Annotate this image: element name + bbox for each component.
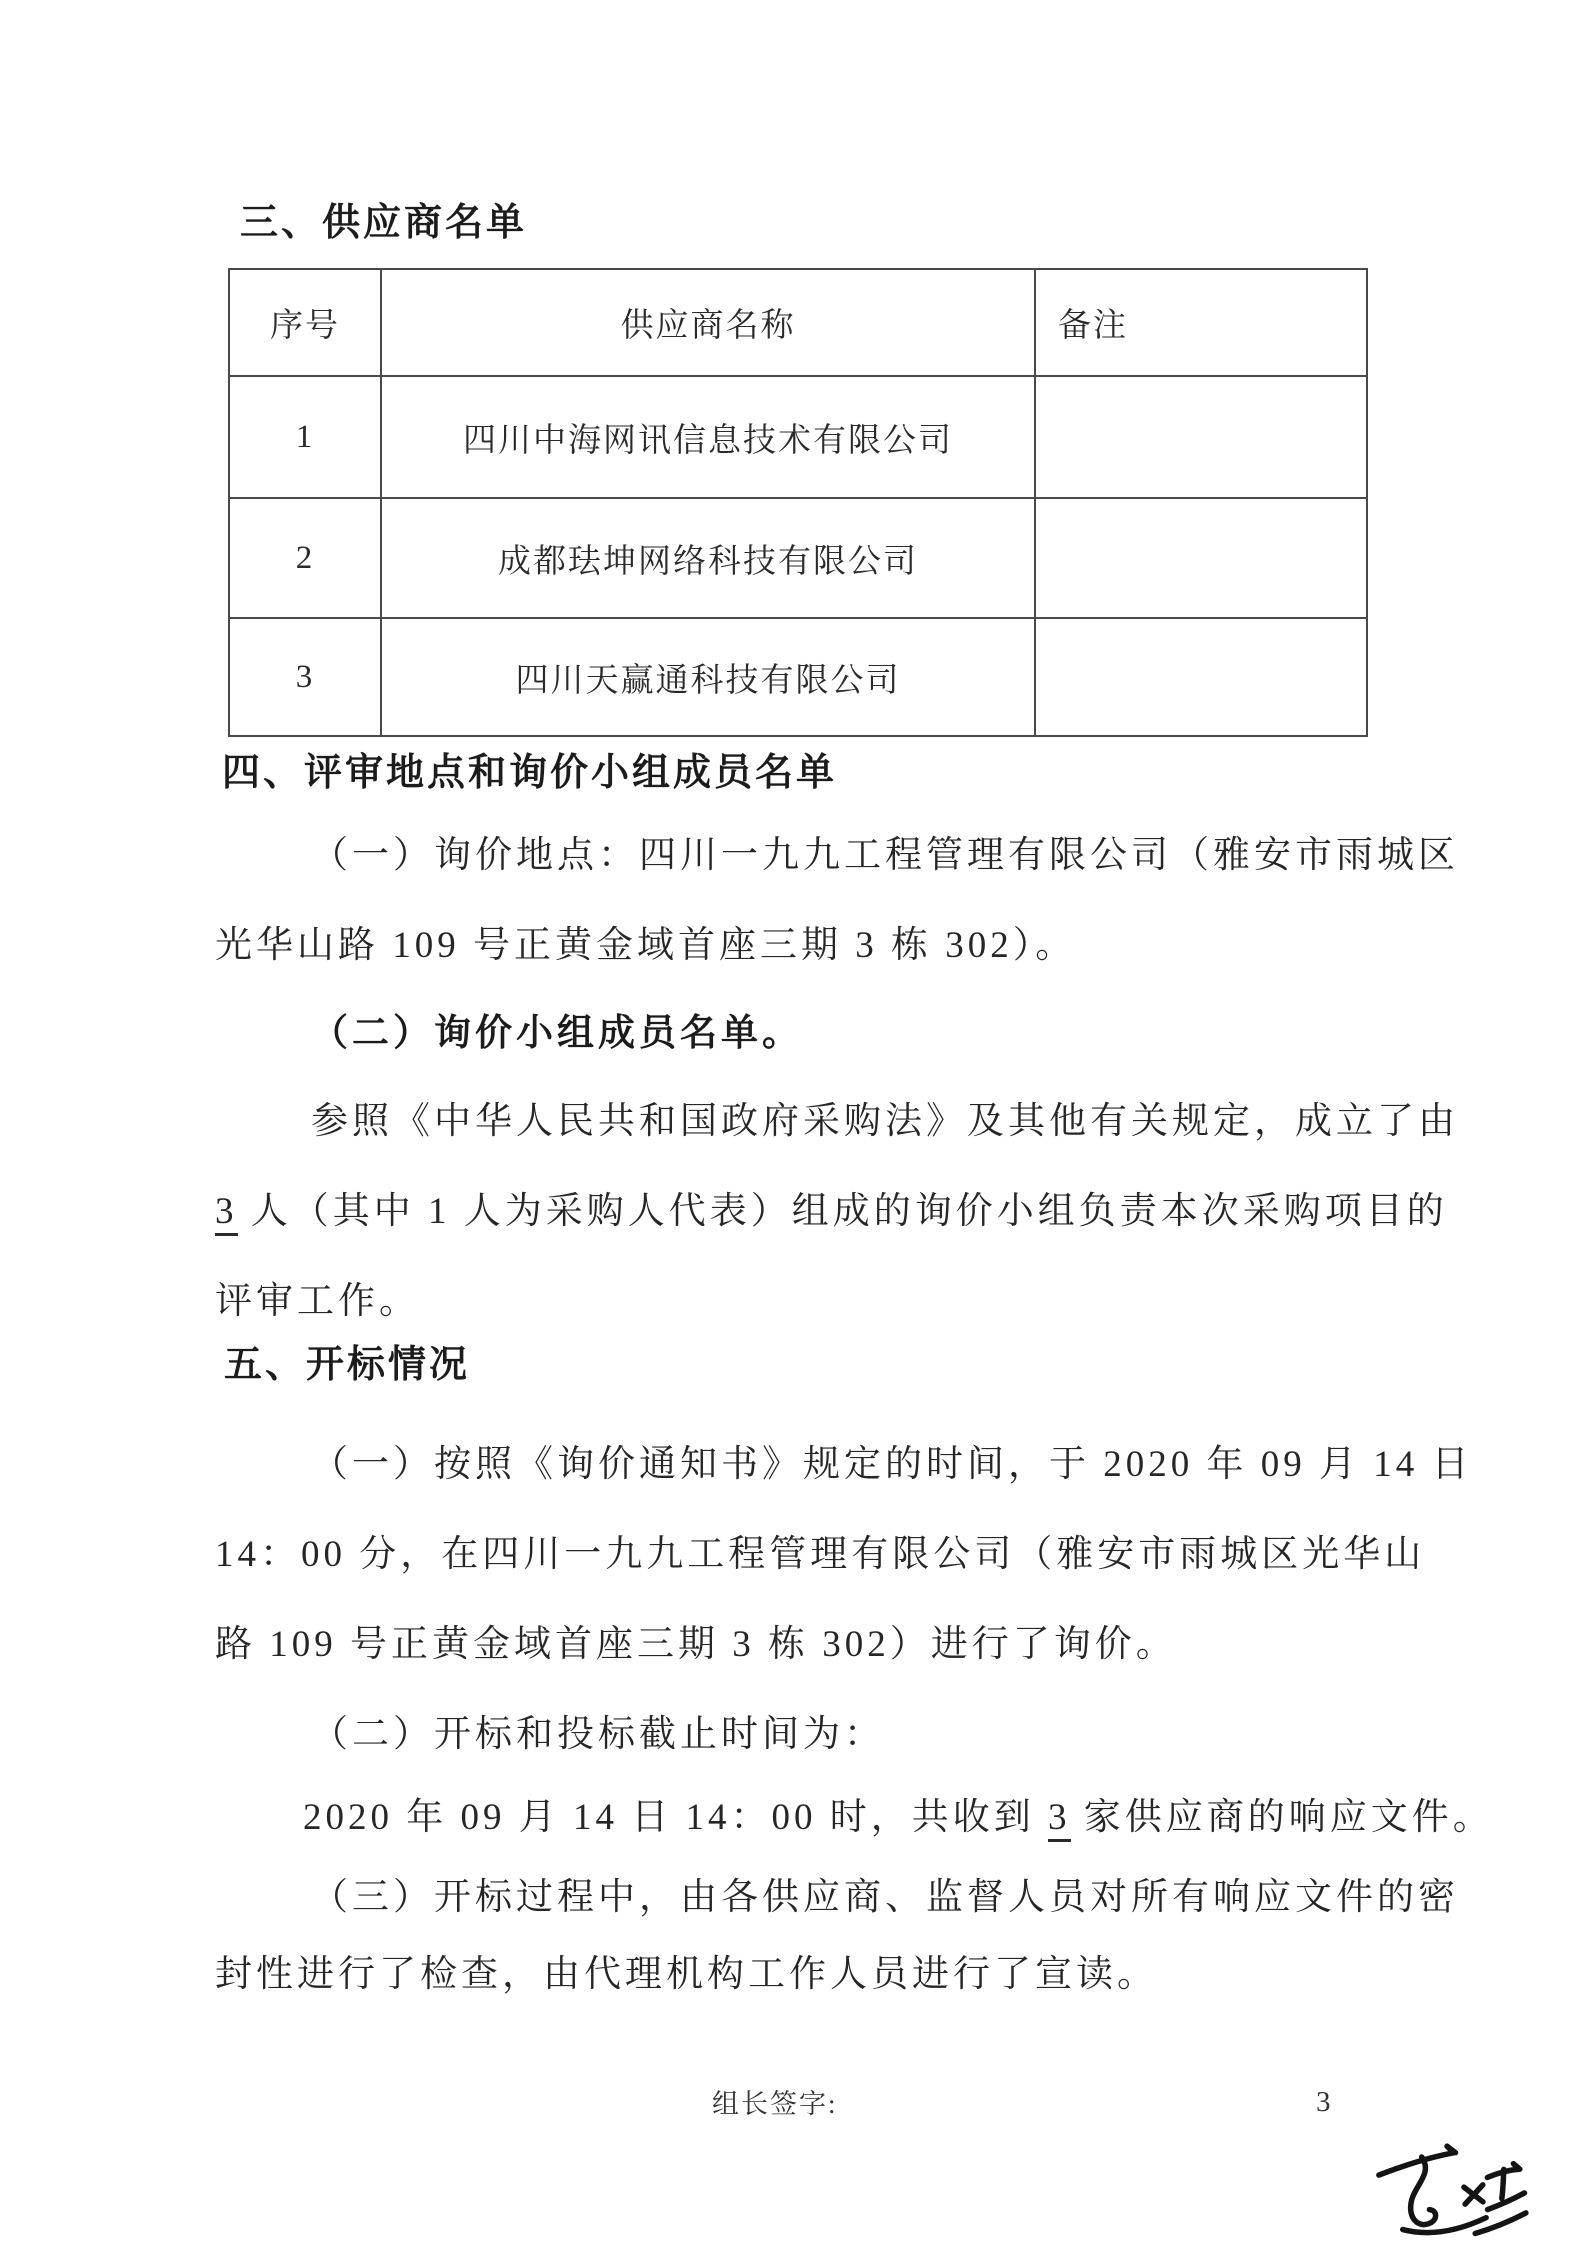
signature-icon	[1369, 2131, 1536, 2242]
opening-time-line1: （一）按照《询价通知书》规定的时间，于 2020 年 09 月 14 日	[311, 1444, 1473, 1485]
footer-label: 组长签字:	[712, 2089, 838, 2119]
header-cell-no: 序号	[229, 269, 381, 376]
section4-sub2-heading: （二）询价小组成员名单。	[311, 1012, 803, 1053]
members-count-underlined: 3	[215, 1191, 238, 1236]
table-row	[229, 498, 1367, 618]
cell-no: 3	[229, 618, 381, 736]
panel-composition-line1: 参照《中华人民共和国政府采购法》及其他有关规定，成立了由	[311, 1101, 1459, 1142]
received-files-line	[215, 1795, 1494, 1841]
cell-name: 四川天赢通科技有限公司	[381, 618, 1035, 736]
cell-no: 1	[229, 376, 381, 498]
cell-no: 2	[229, 498, 381, 618]
table-header-row	[229, 269, 1367, 376]
received-count-underlined: 3	[1048, 1797, 1071, 1842]
section4-heading: 四、评审地点和询价小组成员名单	[222, 752, 838, 794]
table-row	[229, 618, 1367, 736]
inquiry-location-line1: （一）询价地点：四川一九九工程管理有限公司（雅安市雨城区	[311, 835, 1459, 876]
cell-note	[1035, 618, 1367, 736]
seal-check-line1: （三）开标过程中，由各供应商、监督人员对所有响应文件的密	[311, 1877, 1459, 1918]
opening-time-line3: 路 109 号正黄金域首座三期 3 栋 302）进行了询价。	[215, 1624, 1177, 1665]
section5-heading: 五、开标情况	[224, 1344, 471, 1386]
cell-note	[1035, 498, 1367, 618]
header-cell-name: 供应商名称	[381, 269, 1035, 376]
header-cell-note: 备注	[1035, 269, 1367, 376]
table-row	[229, 376, 1367, 498]
panel-composition-line2	[215, 1189, 1448, 1235]
suppliers-table	[228, 268, 1368, 737]
cell-note	[1035, 376, 1367, 498]
page-number: 3	[1316, 2086, 1331, 2118]
opening-time-line2: 14：00 分，在四川一九九工程管理有限公司（雅安市雨城区光华山	[215, 1534, 1426, 1575]
cell-name: 成都珐坤网络科技有限公司	[381, 498, 1035, 618]
cell-name: 四川中海网讯信息技术有限公司	[381, 376, 1035, 498]
panel-composition-line2-rest: 人（其中 1 人为采购人代表）组成的询价小组负责本次采购项目的	[237, 1191, 1448, 1232]
inquiry-location-line2: 光华山路 109 号正黄金域首座三期 3 栋 302）。	[215, 925, 1077, 966]
deadline-heading-line: （二）开标和投标截止时间为：	[311, 1714, 885, 1755]
seal-check-line2: 封性进行了检查，由代理机构工作人员进行了宣读。	[215, 1954, 1158, 1995]
signature-handwriting	[1369, 2131, 1536, 2242]
received-files-pre: 2020 年 09 月 14 日 14：00 时，共收到	[303, 1797, 1048, 1838]
panel-composition-line3: 评审工作。	[215, 1281, 420, 1322]
section3-heading: 三、供应商名单	[240, 202, 528, 244]
received-files-post: 家供应商的响应文件。	[1070, 1797, 1494, 1838]
